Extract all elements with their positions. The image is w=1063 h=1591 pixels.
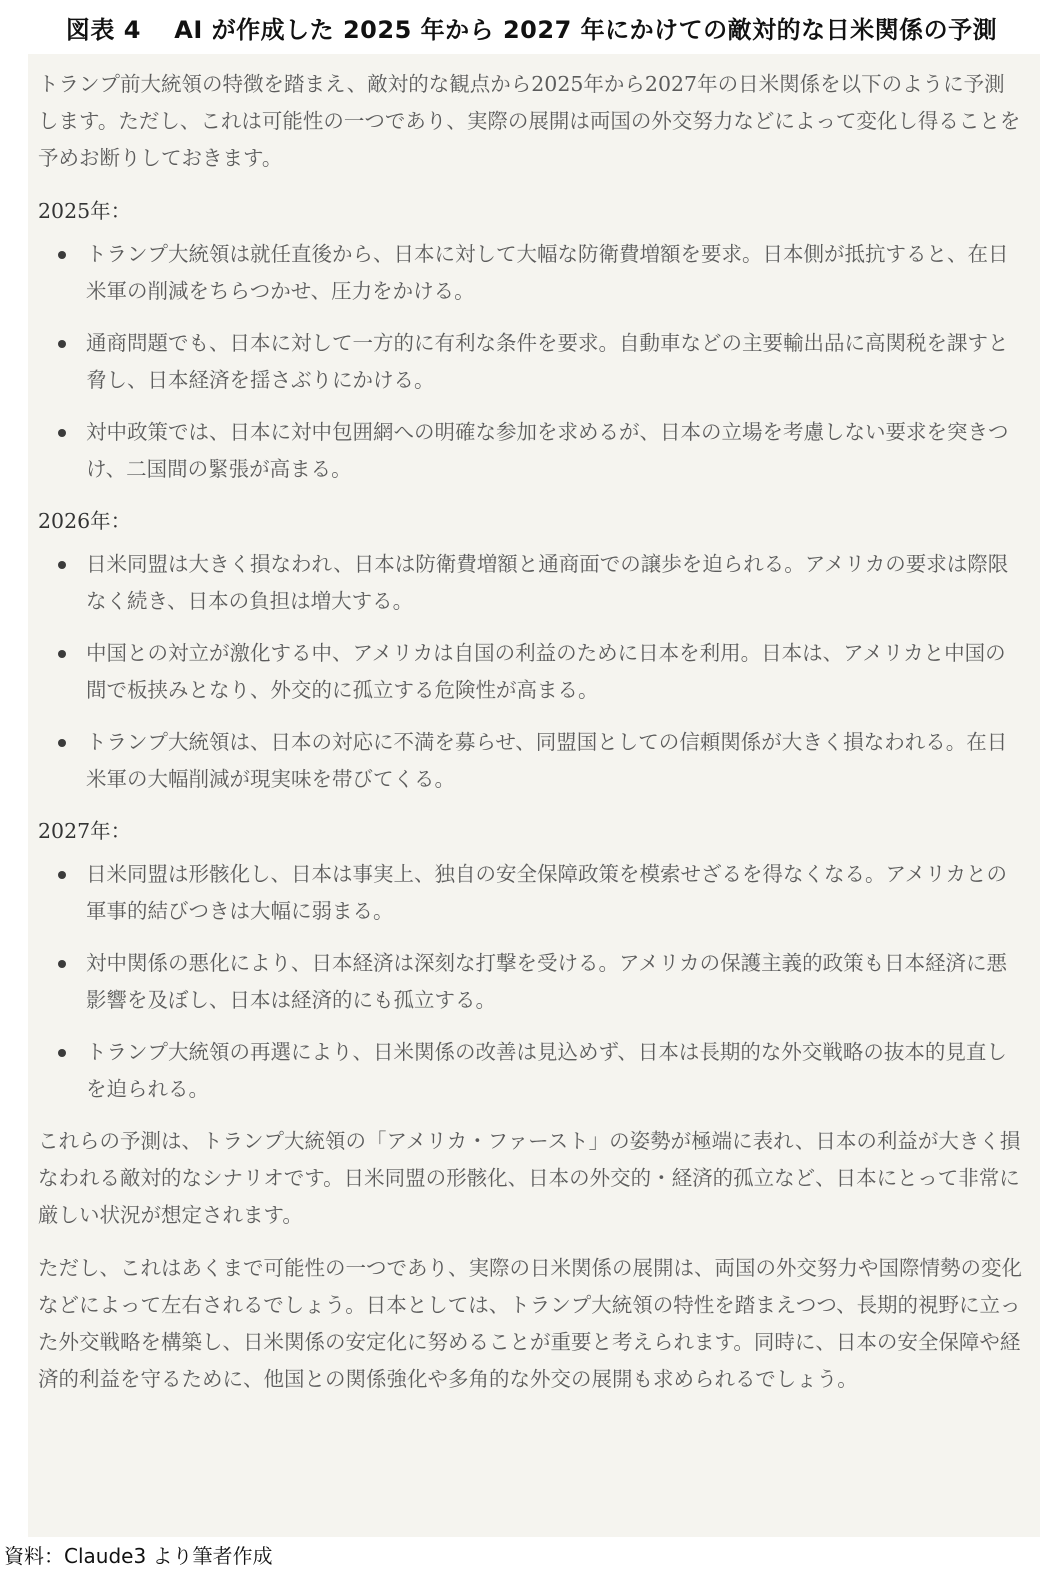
list-item: トランプ大統領は就任直後から、日本に対して大幅な防衛費増額を要求。日本側が抵抗すると、在日米軍の削減をちらつかせ、圧力をかける。 (38, 236, 1024, 310)
list-item: 中国との対立が激化する中、アメリカは自国の利益のために日本を利用。日本は、アメリカと中国の間で板挟みとなり、外交的に孤立する危険性が高まる。 (38, 635, 1024, 709)
year-heading-2025: 2025年： (38, 199, 132, 223)
bullet-list-2025 (38, 236, 1024, 488)
list-item: 日米同盟は形骸化し、日本は事実上、独自の安全保障政策を模索せざるを得なくなる。アメリカとの軍事的結びつきは大幅に弱まる。 (38, 856, 1024, 930)
conclusion-paragraph: これらの予測は、トランプ大統領の「アメリカ・ファースト」の姿勢が極端に表れ、日本の利益が大きく損なわれる敵対的なシナリオです。日米同盟の形骸化、日本の外交的・経済的孤立など、日本にとって非常に厳しい状況が想定されます。 (38, 1129, 1021, 1227)
screenshot-panel (28, 54, 1040, 1537)
figure-title: 図表 4 AI が作成した 2025 年から 2027 年にかけての敵対的な日米関係の予測 (65, 16, 998, 44)
list-item: トランプ大統領は、日本の対応に不満を募らせ、同盟国としての信頼関係が大きく損なわれる。在日米軍の大幅削減が現実味を帯びてくる。 (38, 724, 1024, 798)
bullet-list-2026 (38, 546, 1024, 798)
list-item: トランプ大統領の再選により、日米関係の改善は見込めず、日本は長期的な外交戦略の抜本的見直しを迫られる。 (38, 1034, 1024, 1108)
intro-paragraph: トランプ前大統領の特徴を踏まえ、敵対的な観点から2025年から2027年の日米関係を以下のように予測します。ただし、これは可能性の一つであり、実際の展開は両国の外交努力などによって変化し得ることを予めお断りしておきます。 (38, 72, 1021, 170)
list-item: 日米同盟は大きく損なわれ、日本は防衛費増額と通商面での譲歩を迫られる。アメリカの要求は際限なく続き、日本の負担は増大する。 (38, 546, 1024, 620)
list-item: 対中関係の悪化により、日本経済は深刻な打撃を受ける。アメリカの保護主義的政策も日本経済に悪影響を及ぼし、日本は経済的にも孤立する。 (38, 945, 1024, 1019)
closing-paragraph: ただし、これはあくまで可能性の一つであり、実際の日米関係の展開は、両国の外交努力や国際情勢の変化などによって左右されるでしょう。日本としては、トランプ大統領の特性を踏まえつつ、長期的視野に立った外交戦略を構築し、日米関係の安定化に努めることが重要と考えられます。同時に、日本の安全保障や経済的利益を守るために、他国との関係強化や多角的な外交の展開も求められるでしょう。 (38, 1256, 1022, 1391)
response-text (28, 54, 1040, 1398)
year-heading-2026: 2026年： (38, 509, 132, 533)
bullet-list-2027 (38, 856, 1024, 1108)
year-heading-2027: 2027年： (38, 819, 132, 843)
list-item: 通商問題でも、日本に対して一方的に有利な条件を要求。自動車などの主要輸出品に高関税を課すと脅し、日本経済を揺さぶりにかける。 (38, 325, 1024, 399)
source-note: 資料：Claude3 より筆者作成 (4, 1544, 273, 1568)
list-item: 対中政策では、日本に対中包囲網への明確な参加を求めるが、日本の立場を考慮しない要求を突きつけ、二国間の緊張が高まる。 (38, 414, 1024, 488)
